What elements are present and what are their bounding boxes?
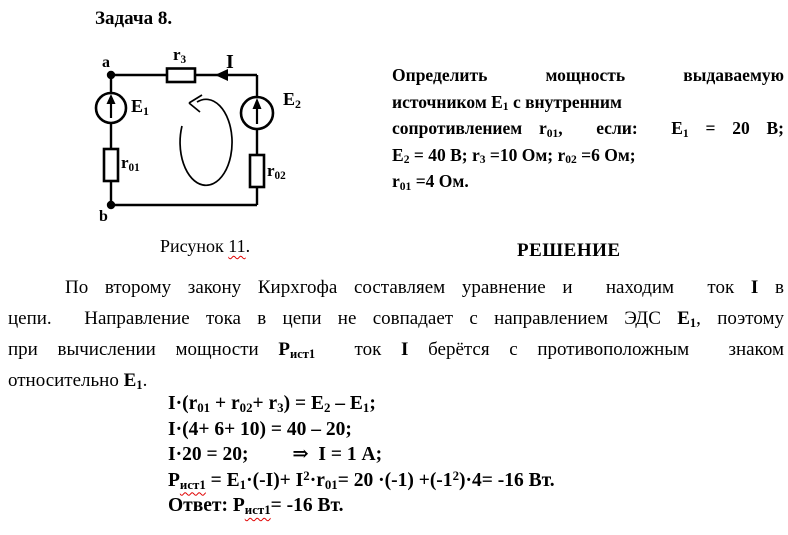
circuit-wires — [111, 75, 257, 205]
problem-line: источником $E_1$ с внутренним — [392, 91, 622, 114]
equation-line: I·20 = 20; ⇒ I = 1 А; — [168, 444, 383, 465]
node-a-dot — [107, 71, 115, 79]
solution-heading: РЕШЕНИЕ — [517, 240, 621, 261]
equation-line: I·(4+ 6+ 10) = 40 – 20; — [168, 418, 352, 440]
current-label: I — [226, 51, 234, 73]
loop-direction-arrow — [180, 95, 232, 185]
source-e1-label: $E_1$ — [131, 96, 149, 118]
problem-line: Определить мощность выдаваемую — [392, 65, 784, 85]
circuit-diagram — [80, 42, 280, 217]
page-title: Задача 8. — [95, 8, 173, 29]
paragraph-line: По второму закону Кирхгофа составляем уравнение и находим ток I в — [65, 277, 784, 298]
problem-line: $E_2 = 40$ В; $r_3 =10$ Ом; $r_{02} =6$ Ом; — [392, 144, 636, 167]
problem-line: сопротивлением $r_{01}$, если: $E_1 = 20$ В; — [392, 118, 784, 140]
node-a-label: a — [102, 54, 110, 71]
node-b-label: b — [99, 208, 108, 225]
paragraph-line: при вычислении мощности $P_{ист1}$ ток I берётся с противоположным знаком — [8, 339, 784, 361]
circuit-markers — [107, 69, 262, 209]
equations-block — [168, 391, 555, 519]
problem-line: $r_{01} =4$ Ом. — [392, 171, 469, 193]
paragraph-line: цепи. Направление тока в цепи не совпадает с направлением ЭДС $E_1$, поэтому — [8, 308, 784, 330]
resistor-r3-label: $r_3$ — [173, 45, 187, 66]
answer-line: Ответ: $P_{ист1}= -16$ Вт. — [168, 495, 344, 518]
paragraph-line: относительно $E_1$. — [8, 370, 148, 392]
node-b-dot — [107, 201, 115, 209]
solution-paragraph — [8, 272, 784, 396]
equation-line: $I\cdot(r_{01} + r_{02}+ r_3) = E_2 - E_1$; — [168, 393, 376, 416]
problem-statement — [392, 62, 784, 195]
resistor-r01 — [104, 149, 118, 181]
resistor-r02-label: $r_{02}$ — [267, 161, 286, 182]
figure-caption: Рисунок 11. — [160, 236, 251, 256]
resistor-r02 — [250, 155, 264, 187]
source-e2-label: $E_2$ — [283, 89, 301, 111]
resistor-r01-label: $r_{01}$ — [121, 153, 140, 174]
equation-line: $P_{ист1} = E_1\cdot(-I)+ I^2\cdot r_{01}= 20 \cdot(-1) +(-1^2)\cdot 4= -16$ Вт. — [168, 468, 555, 492]
resistor-r3 — [167, 69, 195, 83]
